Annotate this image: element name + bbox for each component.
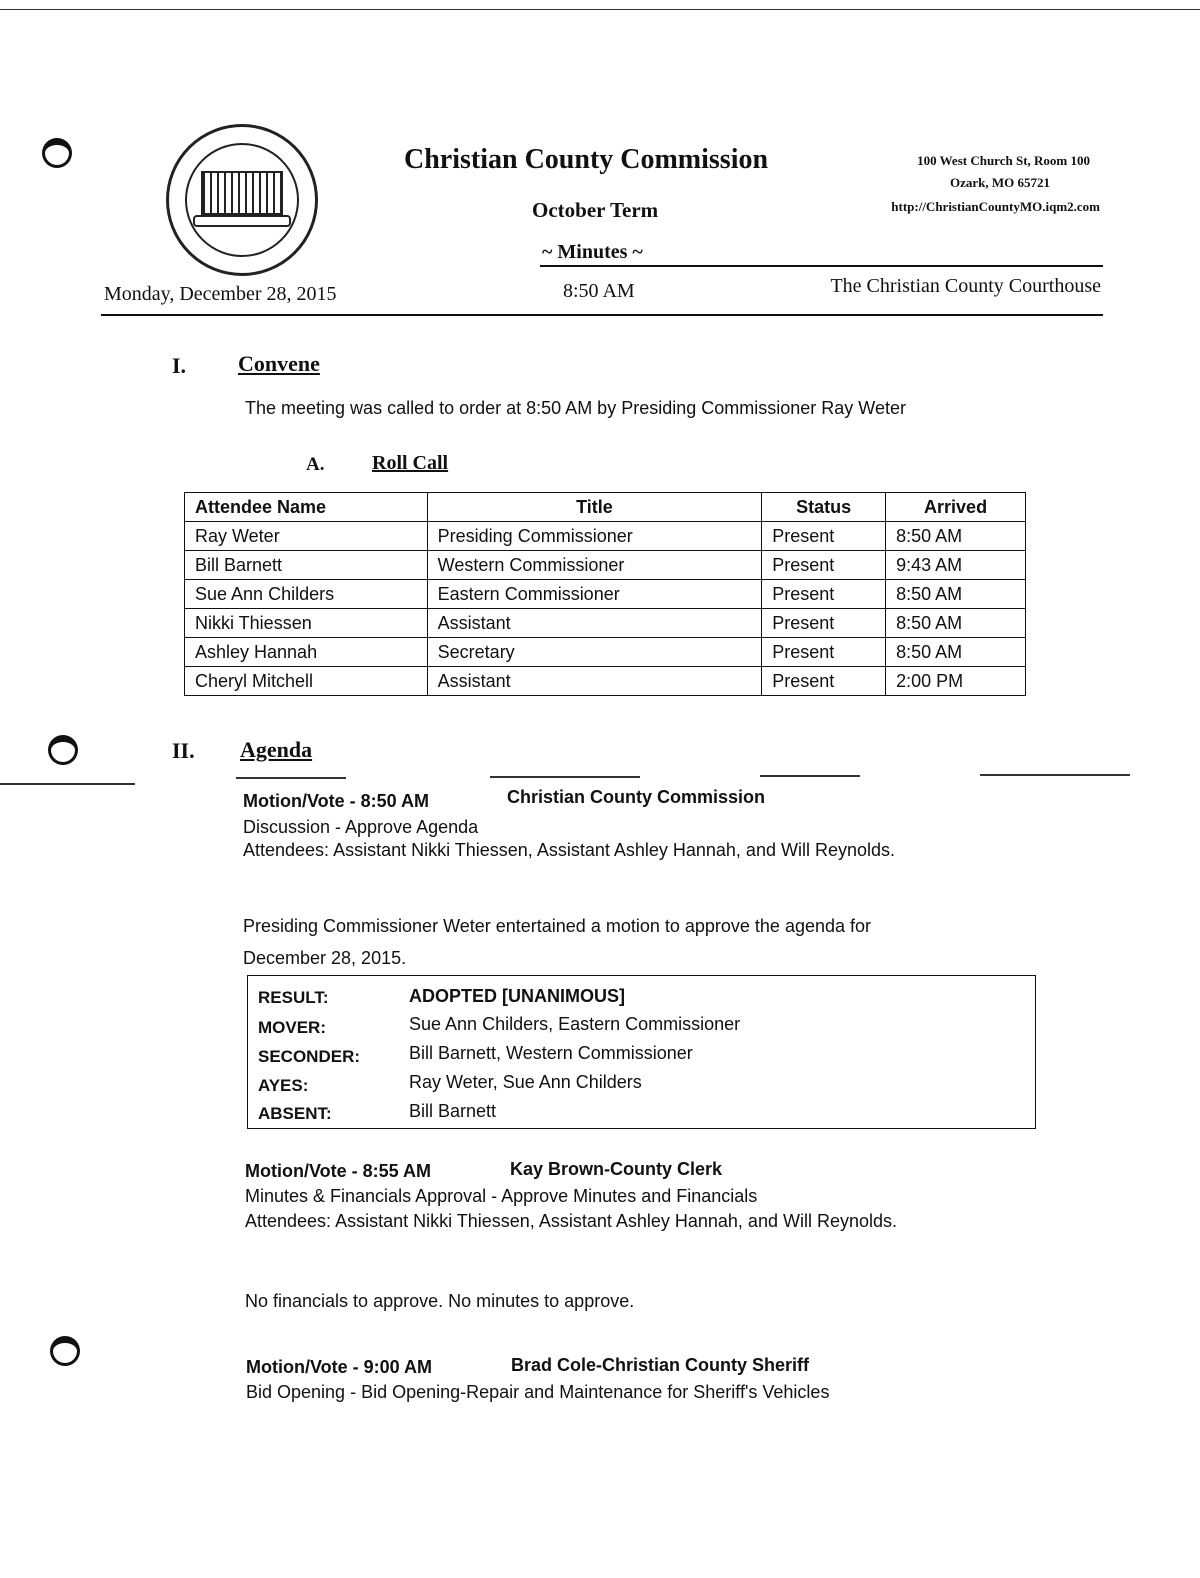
attendee-status: Present <box>762 638 886 667</box>
scan-artifact-line <box>490 776 640 778</box>
seconder-value: Bill Barnett, Western Commissioner <box>409 1043 693 1063</box>
motion-attendees: Attendees: Assistant Nikki Thiessen, Assistant Ashley Hannah, and Will Reynolds. <box>243 840 895 860</box>
convene-text: The meeting was called to order at 8:50 AM by Presiding Commissioner Ray Weter <box>245 398 906 418</box>
attendee-status: Present <box>762 609 886 638</box>
meeting-date: Monday, December 28, 2015 <box>104 283 337 305</box>
attendee-name: Nikki Thiessen <box>185 609 428 638</box>
attendee-name: Ray Weter <box>185 522 428 551</box>
motion-discussion: Minutes & Financials Approval - Approve Minutes and Financials <box>245 1186 758 1206</box>
attendee-title: Eastern Commissioner <box>427 580 762 609</box>
roll-call-table <box>184 492 1026 696</box>
punch-hole-icon <box>50 1336 80 1366</box>
section-number: I. <box>172 353 187 378</box>
roll-call-title: Roll Call <box>372 452 449 474</box>
attendee-title: Assistant <box>427 609 762 638</box>
result-value: ADOPTED [UNANIMOUS] <box>409 986 625 1006</box>
header-rule-top <box>540 265 1103 267</box>
page-title: Christian County Commission <box>404 144 769 175</box>
table-row <box>185 667 1026 696</box>
attendee-name: Cheryl Mitchell <box>185 667 428 696</box>
table-row <box>185 580 1026 609</box>
absent-label: ABSENT: <box>258 1104 332 1123</box>
address-line-1: 100 West Church St, Room 100 <box>917 153 1090 168</box>
term-label: October Term <box>532 198 659 222</box>
county-seal-icon <box>166 124 318 276</box>
seconder-label: SECONDER: <box>258 1047 361 1066</box>
attendee-name: Sue Ann Childers <box>185 580 428 609</box>
motion-note: Presiding Commissioner Weter entertained a motion to approve the agenda for <box>243 916 872 936</box>
scan-artifact-line <box>980 774 1130 776</box>
motion-presenter: Kay Brown-County Clerk <box>510 1159 723 1179</box>
column-header: Attendee Name <box>185 493 428 522</box>
motion-time: Motion/Vote - 9:00 AM <box>246 1357 432 1377</box>
punch-hole-icon <box>48 735 78 765</box>
attendee-name: Ashley Hannah <box>185 638 428 667</box>
motion-presenter: Brad Cole-Christian County Sheriff <box>511 1355 810 1375</box>
motion-discussion: Bid Opening - Bid Opening-Repair and Maintenance for Sheriff's Vehicles <box>246 1382 830 1402</box>
column-header: Arrived <box>886 493 1026 522</box>
vote-result-box <box>247 975 1036 1129</box>
website-link[interactable]: http://ChristianCountyMO.iqm2.com <box>891 199 1100 214</box>
motion-note: December 28, 2015. <box>243 948 407 968</box>
motion-attendees: Attendees: Assistant Nikki Thiessen, Assistant Ashley Hannah, and Will Reynolds. <box>245 1211 897 1231</box>
column-header: Status <box>762 493 886 522</box>
motion-note: No financials to approve. No minutes to approve. <box>245 1291 635 1311</box>
scan-artifact-line <box>236 777 346 779</box>
meeting-time: 8:50 AM <box>563 280 635 302</box>
top-edge-line <box>0 9 1200 10</box>
mover-value: Sue Ann Childers, Eastern Commissioner <box>409 1014 741 1034</box>
attendee-title: Secretary <box>427 638 762 667</box>
attendee-arrived: 8:50 AM <box>886 522 1026 551</box>
attendee-title: Western Commissioner <box>427 551 762 580</box>
section-title-agenda: Agenda <box>240 737 313 762</box>
address-line-2: Ozark, MO 65721 <box>949 175 1050 190</box>
attendee-arrived: 8:50 AM <box>886 609 1026 638</box>
attendee-arrived: 8:50 AM <box>886 580 1026 609</box>
motion-discussion: Discussion - Approve Agenda <box>243 817 479 837</box>
attendee-arrived: 8:50 AM <box>886 638 1026 667</box>
attendee-title: Assistant <box>427 667 762 696</box>
table-row <box>185 551 1026 580</box>
ayes-value: Ray Weter, Sue Ann Childers <box>409 1072 642 1092</box>
table-row <box>185 609 1026 638</box>
motion-presenter: Christian County Commission <box>507 787 766 807</box>
table-row <box>185 638 1026 667</box>
subsection-letter: A. <box>306 454 325 475</box>
scan-artifact-line <box>760 775 860 777</box>
scan-artifact-line <box>0 783 135 785</box>
motion-time: Motion/Vote - 8:50 AM <box>243 791 429 811</box>
attendee-status: Present <box>762 551 886 580</box>
section-title-convene: Convene <box>238 351 320 376</box>
attendee-status: Present <box>762 580 886 609</box>
ayes-label: AYES: <box>258 1076 309 1095</box>
minutes-label: ~ Minutes ~ <box>542 241 643 263</box>
table-header-row <box>185 493 1026 522</box>
attendee-status: Present <box>762 522 886 551</box>
meeting-location: The Christian County Courthouse <box>830 275 1101 297</box>
attendee-status: Present <box>762 667 886 696</box>
punch-hole-icon <box>42 138 72 168</box>
section-number: II. <box>172 738 195 763</box>
attendee-name: Bill Barnett <box>185 551 428 580</box>
attendee-title: Presiding Commissioner <box>427 522 762 551</box>
motion-time: Motion/Vote - 8:55 AM <box>245 1161 431 1181</box>
result-label: RESULT: <box>258 988 329 1007</box>
table-row <box>185 522 1026 551</box>
column-header: Title <box>427 493 762 522</box>
absent-value: Bill Barnett <box>409 1101 497 1121</box>
mover-label: MOVER: <box>258 1018 326 1037</box>
header-rule-bottom <box>101 314 1103 316</box>
attendee-arrived: 9:43 AM <box>886 551 1026 580</box>
attendee-arrived: 2:00 PM <box>886 667 1026 696</box>
